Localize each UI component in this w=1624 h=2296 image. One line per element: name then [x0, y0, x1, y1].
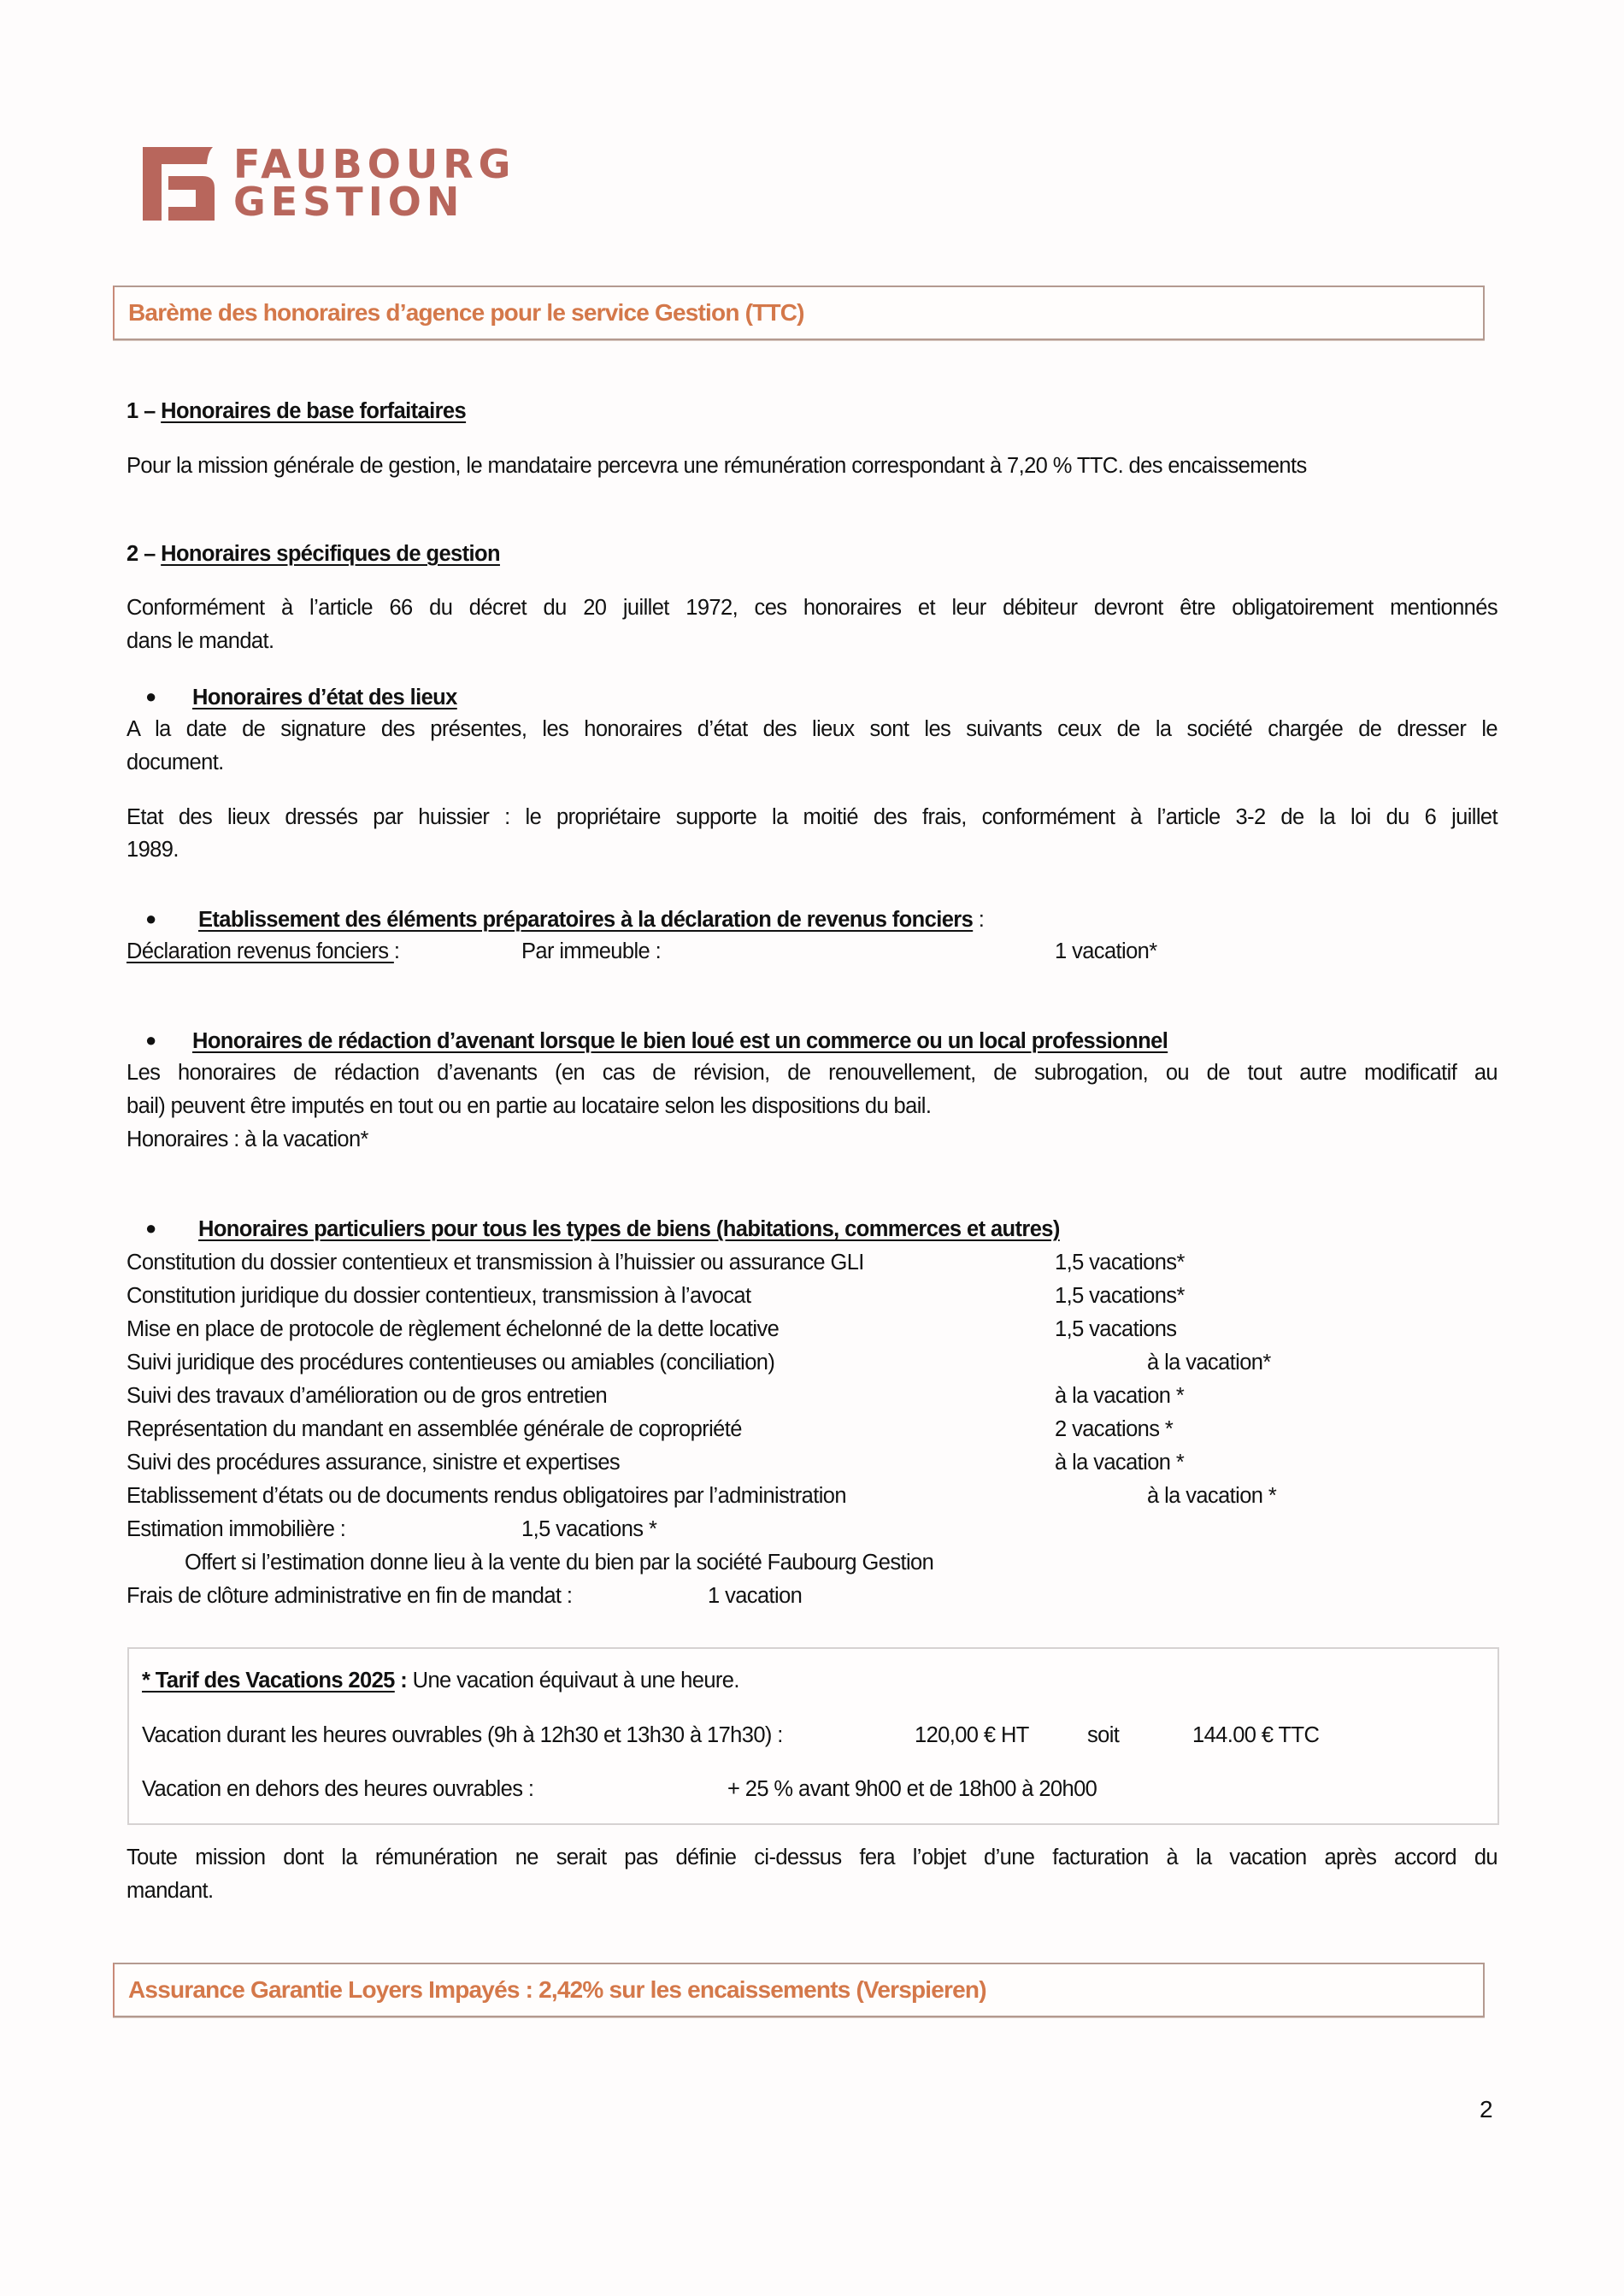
bullet3-line3: Honoraires : à la vacation*: [127, 1127, 368, 1151]
fee-row-value: 1,5 vacations: [1055, 1317, 1177, 1341]
declaration-value: 1 vacation*: [1055, 939, 1157, 963]
fee-row-value: à la vacation *: [1055, 1451, 1185, 1475]
bullet1-line4: 1989.: [127, 838, 179, 862]
section2-paragraph-line1: Conformément à l’article 66 du décret du 20 juillet 1972, ces honoraires et leur débiteur devront être obligatoirement mentionnés: [127, 596, 1497, 620]
vacation-heading-text: Une vacation équivaut à une heure.: [412, 1669, 739, 1693]
bullet1-line2: document.: [127, 751, 224, 774]
vacation-row2-label: Vacation en dehors des heures ouvrables :: [142, 1777, 534, 1801]
bullet-icon: ●: [145, 908, 157, 929]
vacation-rates-box: [127, 1647, 1499, 1825]
section2-heading: [127, 541, 500, 567]
logo-line1: FAUBOURG: [233, 141, 516, 187]
fee-row-value: à la vacation *: [1055, 1384, 1185, 1408]
estimation-label: Estimation immobilière :: [127, 1517, 346, 1541]
vacation-row1-label: Vacation durant les heures ouvrables (9h à 12h30 et 13h30 à 17h30) :: [142, 1723, 783, 1747]
insurance-title: Assurance Garantie Loyers Impayés : 2,42% sur les encaissements (Verspieren): [128, 1976, 986, 2003]
bullet-icon: ●: [145, 1217, 157, 1239]
faubourg-gestion-monogram-icon: [139, 145, 218, 222]
fee-row-label: Suivi des travaux d’amélioration ou de gros entretien: [127, 1384, 608, 1408]
bullet-icon: ●: [145, 686, 157, 707]
section2-number: 2 –: [127, 542, 162, 566]
fee-row-label: Etablissement d’états ou de documents rendus obligatoires par l’administration: [127, 1484, 846, 1508]
bullet1-line1: A la date de signature des présentes, les honoraires d’état des lieux sont les suivants ceux de la société chargée de dresser le: [127, 717, 1497, 741]
bullet4-heading: Honoraires particuliers pour tous les types de biens (habitations, commerces et autres): [198, 1217, 1060, 1241]
fee-row-value: à la vacation*: [1147, 1351, 1271, 1375]
fee-row-label: Suivi juridique des procédures contentieuses ou amiables (conciliation): [127, 1351, 775, 1375]
bullet3-line1: Les honoraires de rédaction d’avenants (en cas de révision, de renouvellement, de subrogation, ou de tout autre modificatif au: [127, 1061, 1497, 1085]
bullet1-heading: Honoraires d’état des lieux: [192, 686, 457, 709]
bullet3-heading: Honoraires de rédaction d’avenant lorsque le bien loué est un commerce ou un local professionnel: [192, 1029, 1168, 1053]
fee-row-value: 1,5 vacations*: [1055, 1284, 1185, 1308]
section1-paragraph: Pour la mission générale de gestion, le mandataire percevra une rémunération correspondant à 7,20 % TTC. des encaissements: [127, 454, 1307, 478]
page-number: 2: [1480, 2096, 1493, 2122]
section1-number: 1 –: [127, 399, 162, 423]
vacation-heading-title: * Tarif des Vacations 2025: [142, 1669, 395, 1693]
page-title: Barème des honoraires d’agence pour le service Gestion (TTC): [128, 299, 804, 326]
section1-heading: [127, 398, 466, 424]
bullet2-heading: [198, 907, 984, 933]
fee-row-label: Mise en place de protocole de règlement échelonné de la dette locative: [127, 1317, 780, 1341]
fee-row-value: à la vacation *: [1147, 1484, 1277, 1508]
closing-line1: Toute mission dont la rémunération ne serait pas définie ci-dessus fera l’objet d’une facturation à la vacation après accord du: [127, 1846, 1497, 1869]
vacation-heading-colon: :: [394, 1669, 413, 1693]
cloture-value: 1 vacation: [708, 1584, 803, 1608]
fee-row-value: 1,5 vacations*: [1055, 1251, 1185, 1275]
vacation-row2-value: + 25 % avant 9h00 et de 18h00 à 20h00: [727, 1777, 1097, 1801]
cloture-label: Frais de clôture administrative en fin de mandat :: [127, 1584, 573, 1608]
vacation-row1-ht: 120,00 € HT: [915, 1723, 1029, 1747]
vacation-row1-ttc: 144.00 € TTC: [1192, 1723, 1320, 1747]
fee-row-label: Constitution juridique du dossier contentieux, transmission à l’avocat: [127, 1284, 751, 1308]
bullet1-line3: Etat des lieux dressés par huissier : le propriétaire supporte la moitié des frais, conformément à l’article 3-2 de la loi du 6 juillet: [127, 805, 1497, 829]
logo-line2: GESTION: [233, 179, 465, 225]
fee-row-label: Constitution du dossier contentieux et transmission à l’huissier ou assurance GLI: [127, 1251, 864, 1275]
section2-paragraph-line2: dans le mandat.: [127, 629, 274, 653]
vacation-heading: [142, 1668, 739, 1693]
declaration-label: Déclaration revenus fonciers: [127, 939, 394, 963]
vacation-row1-soit: soit: [1087, 1723, 1120, 1747]
bullet2-heading-text: Etablissement des éléments préparatoires à la déclaration de revenus fonciers: [198, 908, 974, 932]
declaration-scope: Par immeuble :: [521, 939, 662, 963]
estimation-note: Offert si l’estimation donne lieu à la vente du bien par la société Faubourg Gestion: [185, 1551, 934, 1575]
bullet-icon: ●: [145, 1029, 157, 1051]
title-box: [113, 286, 1485, 340]
fee-row-value: 2 vacations *: [1055, 1417, 1174, 1441]
fee-row-label: Représentation du mandant en assemblée générale de copropriété: [127, 1417, 742, 1441]
bullet2-heading-suffix: :: [973, 908, 985, 932]
insurance-box: [113, 1963, 1485, 2017]
closing-line2: mandant.: [127, 1879, 214, 1903]
section2-title: Honoraires spécifiques de gestion: [161, 542, 500, 566]
declaration-label-suffix: :: [393, 939, 400, 963]
estimation-value: 1,5 vacations *: [521, 1517, 657, 1541]
bullet3-line2: bail) peuvent être imputés en tout ou en partie au locataire selon les dispositions du bail.: [127, 1094, 932, 1118]
declaration-row-label: [127, 939, 399, 964]
section1-title: Honoraires de base forfaitaires: [161, 399, 467, 423]
fee-row-label: Suivi des procédures assurance, sinistre et expertises: [127, 1451, 621, 1475]
